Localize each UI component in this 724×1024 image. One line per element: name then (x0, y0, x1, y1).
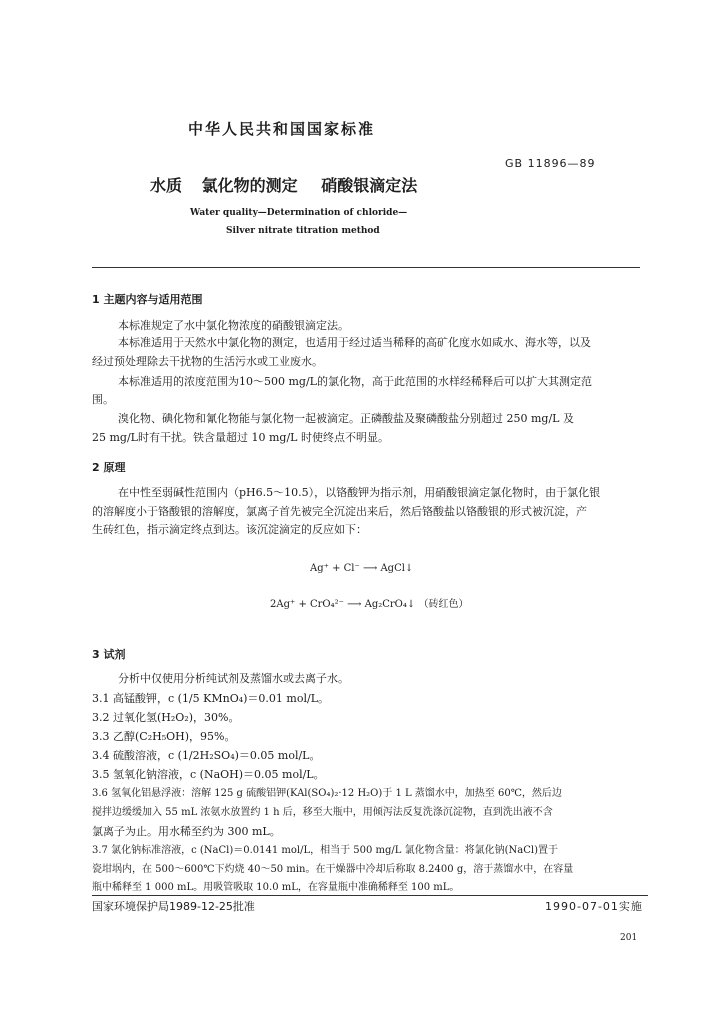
title-cn (150, 173, 417, 196)
s3-item-7-line-1: 3.7 氯化钠标准溶液，c (NaCl)＝0.0141 mol/L，相当于 500 mg/L 氯化物含量：将氯化钠(NaCl)置于 (92, 845, 558, 856)
title-cn-part2: 氯化物的测定 (201, 176, 298, 195)
s2-paragraph-line-3: 生砖红色，指示滴定终点到达。该沉淀滴定的反应如下： (92, 523, 367, 536)
title-en-line2: Silver nitrate titration method (226, 226, 380, 236)
s3-item-7-line-3: 瓶中稀释至 1 000 mL。用吸管吸取 10.0 mL，在容量瓶中准确稀释至 100 mL。 (92, 882, 460, 893)
reaction-equation-2: 2Ag⁺ + CrO₄²⁻ ⟶ Ag₂CrO₄↓ （砖红色） (270, 599, 469, 610)
s1-paragraph-1: 本标准规定了水中氯化物浓度的硝酸银滴定法。 (118, 319, 349, 332)
header-rule (92, 267, 640, 268)
footer-rule (92, 895, 648, 896)
reaction-equation-1: Ag⁺ + Cl⁻ ⟶ AgCl↓ (310, 563, 414, 574)
section-1-heading: 1 主题内容与适用范围 (92, 293, 203, 306)
s3-item-6-line-2: 搅拌边缓缓加入 55 mL 浓氨水放置约 1 h 后，移至大瓶中，用倾泻法反复洗涤沉淀物，直到洗出液不含 (92, 807, 553, 818)
s3-item-1: 3.1 高锰酸钾，c (1/5 KMnO₄)＝0.01 mol/L。 (92, 692, 329, 705)
effective-date: 1990-07-01实施 (545, 900, 643, 913)
approval-line: 国家环境保护局1989-12-25批准 (92, 900, 255, 913)
standard-code: GB 11896—89 (505, 157, 596, 170)
page-number: 201 (620, 933, 638, 943)
s3-item-6-line-1: 3.6 氢氧化铝悬浮液：溶解 125 g 硫酸铝钾(KAl(SO₄)₂·12 H₂O)于 1 L 蒸馏水中，加热至 60℃，然后边 (92, 788, 562, 799)
s1-paragraph-2-line-1: 本标准适用于天然水中氯化物的测定，也适用于经过适当稀释的高矿化度水如咸水、海水等，以及 (118, 336, 591, 349)
s3-intro: 分析中仅使用分析纯试剂及蒸馏水或去离子水。 (118, 672, 349, 685)
s1-paragraph-3-line-1: 本标准适用的浓度范围为10～500 mg/L的氯化物，高于此范围的水样经稀释后可以扩大其测定范 (118, 375, 592, 388)
title-cn-part1: 水质 (150, 176, 183, 195)
s2-paragraph-line-1: 在中性至弱碱性范围内（pH6.5～10.5），以铬酸钾为指示剂，用硝酸银滴定氯化物时，由于氯化银 (118, 486, 601, 499)
s1-paragraph-4-line-2: 25 mg/L时有干扰。铁含量超过 10 mg/L 时使终点不明显。 (92, 431, 389, 444)
s3-item-7-line-2: 瓷坩埚内，在 500～600℃下灼烧 40～50 min。在干燥器中冷却后称取 8.2400 g，溶于蒸馏水中，在容量 (92, 864, 574, 875)
s2-paragraph-line-2: 的溶解度小于铬酸银的溶解度，氯离子首先被完全沉淀出来后，然后铬酸盐以铬酸银的形式被沉淀，产 (92, 505, 587, 518)
s3-item-2: 3.2 过氧化氢(H₂O₂)，30%。 (92, 711, 240, 724)
section-2-heading: 2 原理 (92, 461, 126, 474)
section-3-heading: 3 试剂 (92, 648, 126, 661)
title-en-line1: Water quality—Determination of chloride— (190, 208, 408, 218)
s3-item-5: 3.5 氢氧化钠溶液，c (NaOH)＝0.05 mol/L。 (92, 768, 325, 781)
title-cn-part3: 硝酸银滴定法 (321, 176, 418, 195)
s3-item-4: 3.4 硫酸溶液，c (1/2H₂SO₄)＝0.05 mol/L。 (92, 749, 321, 762)
s3-item-3: 3.3 乙醇(C₂H₅OH)，95%。 (92, 730, 236, 743)
s1-paragraph-2-line-2: 经过预处理除去干扰物的生活污水或工业废水。 (92, 355, 323, 368)
s1-paragraph-3-line-2: 围。 (92, 393, 114, 406)
s1-paragraph-4-line-1: 溴化物、碘化物和氰化物能与氯化物一起被滴定。正磷酸盐及聚磷酸盐分别超过 250 mg/L 及 (118, 412, 574, 425)
standard-title: 中华人民共和国国家标准 (188, 120, 376, 138)
s3-item-6-line-3: 氯离子为止。用水稀至约为 300 mL。 (92, 825, 281, 838)
